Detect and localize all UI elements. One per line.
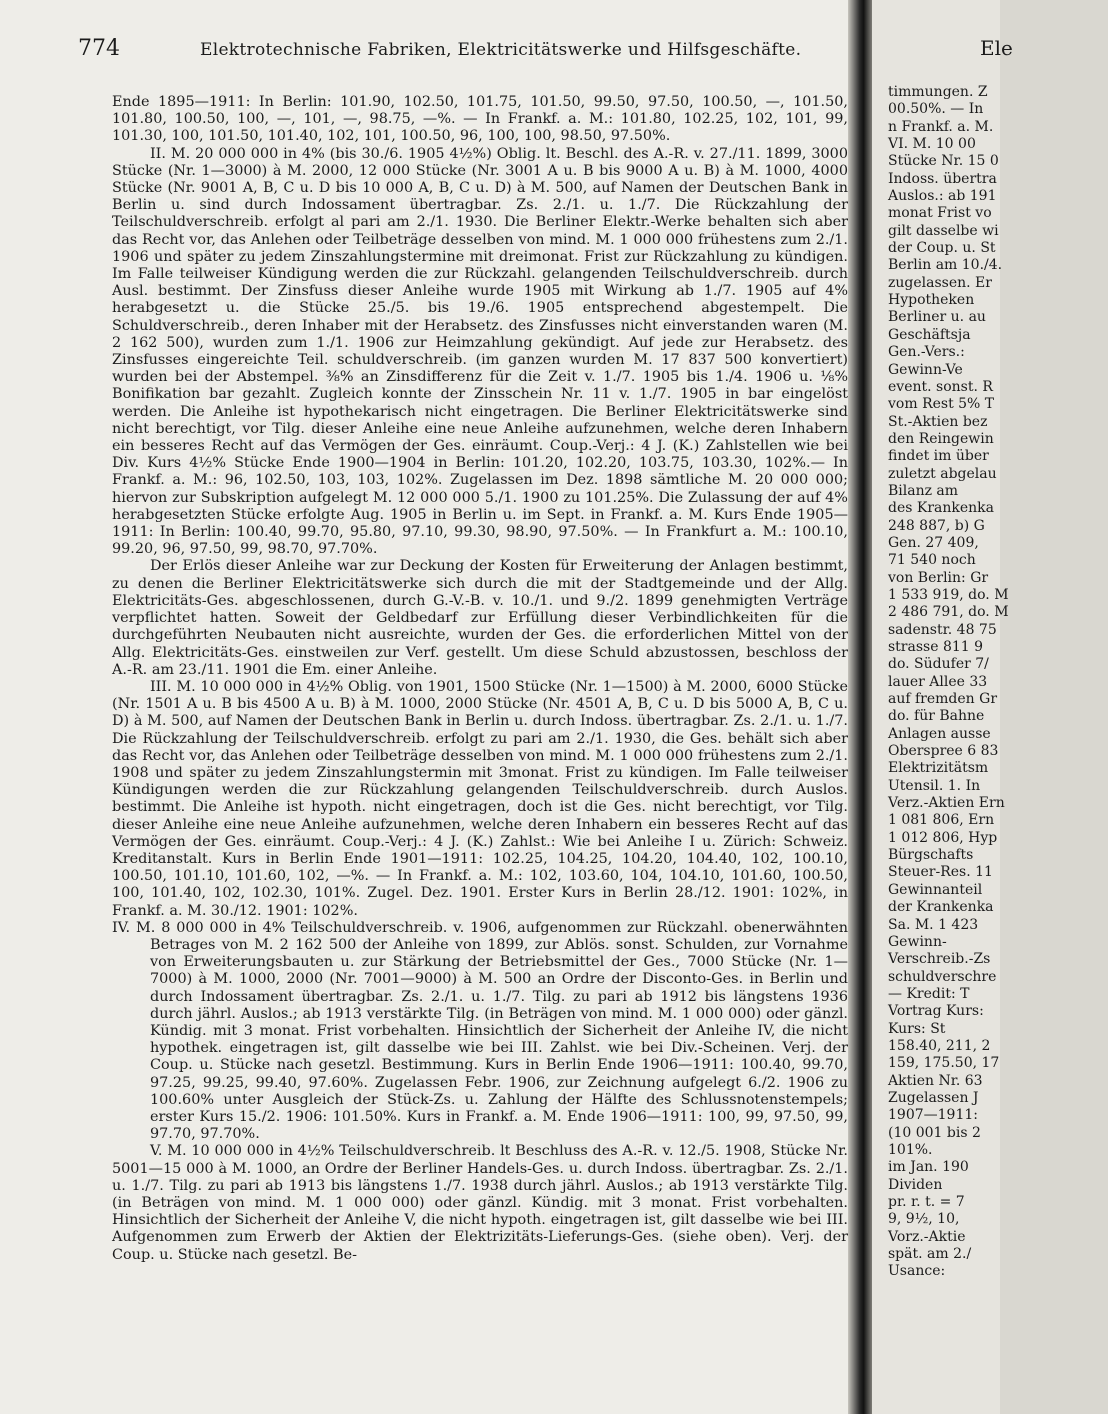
right-page-line: von Berlin: Gr xyxy=(888,569,989,586)
right-page-line: VI. M. 10 00 xyxy=(888,136,976,153)
right-page-line: zuletzt abgelau xyxy=(888,465,997,482)
right-page-line: n Frankf. a. M. xyxy=(888,118,994,135)
right-page-line: Indoss. übertra xyxy=(888,170,997,187)
right-page-line: gilt dasselbe wi xyxy=(888,222,999,239)
right-page-line: des Krankenka xyxy=(888,500,995,517)
page-number: 774 xyxy=(78,36,120,61)
right-page-line: Gewinnanteil xyxy=(888,881,983,898)
right-page-line: 2 486 791, do. M xyxy=(888,604,1009,621)
right-page-line: Auslos.: ab 191 xyxy=(888,188,997,205)
right-page-line: Usance: xyxy=(888,1263,946,1280)
right-page-line: schuldverschre xyxy=(888,968,997,985)
right-page-line: strasse 811 9 xyxy=(888,639,984,655)
right-page-line: Gewinn-Ve xyxy=(888,361,963,378)
body-text xyxy=(112,94,848,1264)
right-page-line: 00.50%. — In xyxy=(888,101,984,118)
right-page-line: monat Frist vo xyxy=(888,205,992,222)
paragraph-loan-iv: IV. M. 8 000 000 in 4% Teilschuldverschreib. v. 1906, aufgenommen zur Rückzahl. obenerwähnten Betrages von M. 2 162 500 der Anleihe von 1899, zur Ablös. sonst. Schulden, zur Vornahme von Erweiterungsbauten u. zur Stärkung der Betriebsmittel der Ges., 7000 Stücke (Nr. 1—7000) à M. 1000, 2000 (Nr. 7001—9000) à M. 500 an Ordre der Disconto-Ges. in Berlin und durch Indossament übertragbar. Zs. 2./1. u. 1./7. Tilg. zu pari ab 1912 bis längstens 1936 durch jährl. Auslos.; ab 1913 verstärkte Tilg. (in Beträgen von mind. M. 1 000 000) oder gänzl. Kündig. mit 3 monat. Frist vorbehalten. Hinsichtlich der Sicherheit der Anleihe IV, die nicht hypothek. eingetragen ist, gilt dasselbe wie bei III. Zahlst. wie bei Div.-Scheinen. Verj. der Coup. u. Stücke nach gesetzl. Bestimmung. Kurs in Berlin Ende 1906—1911: 100.40, 99.70, 97.25, 99.25, 99.40, 97.60%. Zugelassen Febr. 1906, zur Zeichnung aufgelegt 6./2. 1906 zu 100.60% unter Ausgleich der Stück-Zs. u. Zahlung der Hälfte des Schlussnotenstempels; erster Kurs 15./2. 1906: 101.50%. Kurs in Frankf. a. M. Ende 1906—1911: 100, 99, 97.50, 99, 97.70, 97.70%. xyxy=(112,919,848,1143)
right-page-line: Kurs: St xyxy=(888,1020,946,1037)
paragraph-loan-v: V. M. 10 000 000 in 4½% Teilschuldverschreib. lt Beschluss des A.-R. v. 12./5. 1908, Stücke Nr. 5001—15 000 à M. 1000, an Ordre der Berliner Handels-Ges. u. durch Indoss. übertragbar. Zs. 2./1. u. 1./7. Tilg. zu pari ab 1913 bis längstens 1./7. 1938 durch jährl. Auslos.; ab 1913 verstärkte Tilg. (in Beträgen von mind. M. 1 000 000) oder gänzl. Kündig. mit 3 monat. Frist vorbehalten. Hinsichtlich der Sicherheit der Anleihe V, die nicht hypoth. eingetragen ist, gilt dasselbe wie bei III. Aufgenommen zum Erwerb der Aktien der Elektrizitäts-Lieferungs-Ges. (siehe oben). Verj. der Coup. u. Stücke nach gesetzl. Be- xyxy=(112,1143,848,1263)
right-page-line: Elektrizitätsm xyxy=(888,760,989,777)
right-page-line: Aktien Nr. 63 xyxy=(888,1072,983,1089)
right-page-line: Geschäftsja xyxy=(888,326,971,343)
right-page-line: Steuer-Res. 11 xyxy=(888,864,993,881)
running-title: Elektrotechnische Fabriken, Elektricitätswerke und Hilfsgeschäfte. xyxy=(200,40,802,60)
right-page-line: Verz.-Aktien Ern xyxy=(888,795,1005,812)
right-page-line: der Krankenka xyxy=(888,899,994,916)
right-page-line: St.-Aktien bez xyxy=(888,413,988,430)
right-page-line: 1 533 919, do. M xyxy=(888,586,1009,603)
right-page-line: 1 081 806, Ern xyxy=(888,812,995,829)
right-page-line: Gen.-Vers.: xyxy=(888,344,965,361)
right-page-line: der Coup. u. St xyxy=(888,240,996,257)
right-page-line: 159, 175.50, 17 xyxy=(888,1055,1000,1072)
right-page-line: Sa. M. 1 423 xyxy=(888,916,979,933)
right-page-line: 248 887, b) G xyxy=(888,517,985,534)
right-page-line: Gen. 27 409, xyxy=(888,534,979,551)
right-page-line: sadenstr. 48 75 xyxy=(888,621,997,638)
right-page-line: (10 001 bis 2 xyxy=(888,1124,981,1141)
right-page-line: Berliner u. au xyxy=(888,309,986,326)
book-gutter xyxy=(848,0,874,1414)
right-page-line: lauer Allee 33 xyxy=(888,673,988,690)
paragraph-loan-ii: II. M. 20 000 000 in 4% (bis 30./6. 1905 4½%) Oblig. lt. Beschl. des A.-R. v. 27./11. 1899, 3000 Stücke (Nr. 1—3000) à M. 2000, 12 000 Stücke (Nr. 3001 A u. B bis 9000 A u. B) à M. 1000, 4000 Stücke (Nr. 9001 A, B, C u. D bis 10 000 A, B, C u. D) à M. 500, auf Namen der Deutschen Bank in Berlin u. sind durch Indossament übertragbar. Zs. 2./1. u. 1./7. Die Rückzahlung der Teilschuldverschreib. erfolgt al pari am 2./1. 1930. Die Berliner Elektr.-Werke behalten sich aber das Recht vor, das Anlehen oder Teilbeträge desselben von mind. M. 1 000 000 frühestens zum 2./1. 1906 und später zu jedem Zinszahlungstermine mit dreimonat. Frist zur Rückzahlung zu kündigen. Im Falle teilweiser Kündigung werden die zur Rückzahl. gelangenden Teilschuldverschreib. durch Ausl. bestimmt. Der Zinsfuss dieser Anleihe wurde 1905 mit Wirkung ab 1./7. 1905 auf 4% herabgesetzt u. die Stücke 25./5. bis 19./6. 1905 entsprechend abgestempelt. Die Schuldverschreib., deren Inhaber mit der Herabsetz. des Zinsfusses nicht einverstanden waren (M. 2 162 500), wurden zum 1./1. 1906 zur Heimzahlung gekündigt. Auf jede zur Herabsetz. des Zinsfusses eingereichte Teil. schuldverschreib. (im ganzen wurden M. 17 837 500 konvertiert) wurden bei der Abstempel. ⅜% an Zinsdifferenz für die Zeit v. 1./7. 1905 bis 1./4. 1906 u. ⅛% Bonifikation bar gezahlt. Zugleich konnte der Zinsschein Nr. 11 v. 1./7. 1905 in bar eingelöst werden. Die Anleihe ist hypothekarisch nicht eingetragen. Die Berliner Elektricitätswerke sind nicht berechtigt, vor Tilg. dieser Anleihe eine neue Anleihe aufzunehmen, welche deren Inhabern ein besseres Recht auf das Vermögen der Ges. einräumt. Coup.-Verj.: 4 J. (K.) Zahlstellen wie bei Div. Kurs 4½% Stücke Ende 1900—1904 in Berlin: 101.20, 102.20, 103.75, 103.30, 102%.— In Frankf. a. M.: 96, 102.50, 103, 103, 102%. Zugelassen im Dez. 1898 sämtliche M. 20 000 000; hiervon zur Subskription aufgelegt M. 12 000 000 5./1. 1900 zu 101.25%. Die Zulassung der auf 4% herabgesetzten Stücke erfolgte Aug. 1905 in Berlin u. im Sept. in Frankf. a. M. Kurs Ende 1905—1911: In Berlin: 100.40, 99.70, 95.80, 97.10, 99.30, 98.90, 97.50%. — In Frankfurt a. M.: 100.10, 99.20, 96, 97.50, 99, 98.70, 97.70%. xyxy=(112,145,848,558)
right-page-line: auf fremden Gr xyxy=(888,691,998,708)
right-page-line: Bürgschafts xyxy=(888,847,974,864)
right-page-line: Vortrag Kurs: xyxy=(888,1003,984,1020)
right-page-line: timmungen. Z xyxy=(888,84,988,100)
right-page-line: Bilanz am xyxy=(888,482,959,499)
right-page-line: do. Südufer 7/ xyxy=(888,656,989,673)
paragraph-proceeds: Der Erlös dieser Anleihe war zur Deckung der Kosten für Erweiterung der Anlagen bestimmt, zu denen die Berliner Elektricitätswerke sich durch die mit der Stadtgemeinde und der Allg. Elektricitäts-Ges. abgeschlossenen, durch G.-V.-B. v. 10./1. und 9./2. 1899 genehmigten Verträge verpflichtet hatten. Soweit der Geldbedarf zur Erfüllung dieser Verbindlichkeiten für die durchgeführten Neubauten nicht ausreichte, wurden der Ges. die erforderlichen Mittel von der Allg. Elektricitäts-Ges. einstweilen zur Verf. gestellt. Um diese Schuld abzustossen, beschloss der A.-R. am 23./11. 1901 die Em. einer Anleihe. xyxy=(112,558,848,678)
right-page-line: Oberspree 6 83 xyxy=(888,743,999,760)
right-page-line: 1 012 806, Hyp xyxy=(888,829,998,846)
right-page-line: Berlin am 10./4. xyxy=(888,257,1003,274)
right-page-line: Stücke Nr. 15 0 xyxy=(888,153,999,170)
right-page-lines xyxy=(888,84,1108,1281)
right-page-line: Vorz.-Aktie xyxy=(888,1228,966,1245)
paragraph-loan-iii: III. M. 10 000 000 in 4½% Oblig. von 1901, 1500 Stücke (Nr. 1—1500) à M. 2000, 6000 Stücke (Nr. 1501 A u. B bis 4500 A u. B) à M. 1000, 2000 Stücke (Nr. 4501 A, B, C u. D bis 5000 A, B, C u. D) à M. 500, auf Namen der Deutschen Bank in Berlin u. durch Indoss. übertragbar. Zs. 2./1. u. 1./7. Die Rückzahlung der Teilschuldverschreib. erfolgt zu pari am 2./1. 1930, die Ges. behält sich aber das Recht vor, das Anlehen oder Teilbeträge desselben von mind. M. 1 000 000 frühestens zum 2./1. 1908 und später zu jedem Zinszahlungstermin mit 3monat. Frist zu kündigen. Im Falle teilweiser Kündigungen werden die zur Rückzahlung gelangenden Teilschuldverschreib. durch Auslos. bestimmt. Die Anleihe ist hypoth. nicht eingetragen, doch ist die Ges. nicht berechtigt, vor Tilg. dieser Anleihe eine neue Anleihe aufzunehmen, welche deren Inhabern ein besseres Recht auf das Vermögen der Ges. einräumt. Coup.-Verj.: 4 J. (K.) Zahlst.: Wie bei Anleihe I u. Zürich: Schweiz. Kreditanstalt. Kurs in Berlin Ende 1901—1911: 102.25, 104.25, 104.20, 104.40, 102, 100.10, 100.50, 101.10, 101.60, 102, —%. — In Frankf. a. M.: 102, 103.60, 104, 104.10, 101.60, 100.50, 100, 101.40, 102, 102.30, 101%. Zugel. Dez. 1901. Erster Kurs in Berlin 28./12. 1901: 102%, in Frankf. a. M. 30./12. 1901: 102%. xyxy=(112,678,848,919)
right-page-line: im Jan. 190 xyxy=(888,1159,969,1176)
paragraph-price-history: Ende 1895—1911: In Berlin: 101.90, 102.50, 101.75, 101.50, 99.50, 97.50, 100.50, —, 101.50, 101.80, 100.50, 100, —, 101, —, 98.75, —%. — In Frankf. a. M.: 101.80, 102.25, 102, 101, 99, 101.30, 100, 101.50, 101.40, 102, 101, 100.50, 96, 100, 100, 98.50, 97.50%. xyxy=(112,94,848,145)
right-page-line: Dividen xyxy=(888,1176,943,1193)
right-page-line: — Kredit: T xyxy=(888,985,970,1002)
right-page-line: Utensil. 1. In xyxy=(888,777,981,794)
right-page-line: do. für Bahne xyxy=(888,708,985,725)
right-page-line: Hypotheken xyxy=(888,292,975,309)
right-page-head: Ele xyxy=(980,36,1013,60)
right-page-line: Verschreib.-Zs xyxy=(888,951,991,968)
right-page-line: 101%. xyxy=(888,1141,933,1158)
right-page-line: event. sonst. R xyxy=(888,378,993,395)
right-page-line: findet im über xyxy=(888,448,989,465)
right-page-line: pr. r. t. = 7 xyxy=(888,1194,965,1210)
right-page-line: 1907—1911: xyxy=(888,1107,978,1124)
right-page-line: zugelassen. Er xyxy=(888,274,992,291)
right-page-line: 71 540 noch xyxy=(888,552,976,569)
right-page-line: 9, 9½, 10, xyxy=(888,1211,960,1228)
right-page-fragment xyxy=(872,0,1013,1414)
right-page-line: Zugelassen J xyxy=(888,1089,979,1106)
right-page-line: Gewinn- xyxy=(888,933,947,950)
right-page-line: Anlagen ausse xyxy=(888,725,991,742)
right-page-line: spät. am 2./ xyxy=(888,1246,972,1263)
right-page-line: den Reingewin xyxy=(888,430,994,447)
right-page-line: 158.40, 211, 2 xyxy=(888,1037,991,1054)
right-page-line: vom Rest 5% T xyxy=(888,396,995,413)
